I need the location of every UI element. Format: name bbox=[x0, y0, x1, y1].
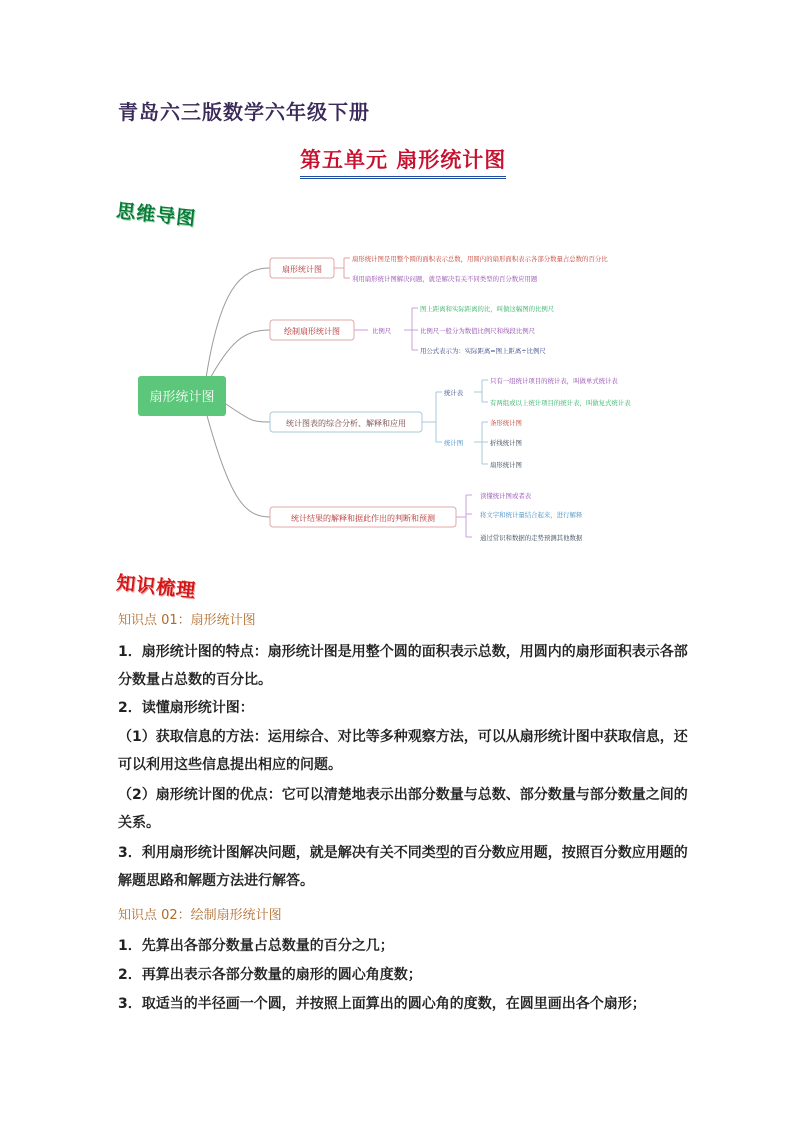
knowledge-heading: 知识梳理 bbox=[115, 571, 198, 603]
connector-root-b3 bbox=[220, 400, 270, 422]
branch-4-leaf-1: 读懂统计图或者表 bbox=[480, 492, 532, 500]
connector-root-b1 bbox=[206, 268, 270, 378]
branch-2-label: 绘制扇形统计图 bbox=[284, 327, 340, 336]
branch-3-sub-2-leaf-2: 折线统计图 bbox=[490, 439, 522, 447]
branch-3-sub-2: 统计图 bbox=[444, 439, 464, 447]
kp1-paragraph-1: 1．扇形统计图的特点：扇形统计图是用整个圆的面积表示总数，用圆内的扇形面积表示各部分数量占总数的百分比。 bbox=[118, 644, 688, 688]
mindmap-heading: 思维导图 bbox=[115, 199, 198, 231]
connector-root-b4 bbox=[206, 412, 270, 517]
branch-3-label: 统计图表的综合分析、解释和应用 bbox=[286, 419, 406, 428]
branch-2-sub: 比例尺 bbox=[372, 327, 392, 335]
branch-4-leaf-3: 通过常识和数据的走势预测其他数据 bbox=[480, 534, 583, 542]
kp2-paragraph-2: 2．再算出表示各部分数量的扇形的圆心角度数； bbox=[118, 967, 422, 983]
unit-title: 第五单元 扇形统计图 bbox=[300, 144, 506, 179]
branch-2-leaf-2: 比例尺一般分为数值比例尺和线段比例尺 bbox=[420, 327, 536, 335]
branch-2-leaf-1: 图上距离和实际距离的比，叫做这幅图的比例尺 bbox=[420, 305, 555, 313]
kp1-paragraph-4: （2）扇形统计图的优点：它可以清楚地表示出部分数量与总数、部分数量与部分数量之间的关系。 bbox=[118, 787, 688, 831]
kp1-paragraph-2: 2．读懂扇形统计图： bbox=[118, 700, 254, 716]
subject-title: 青岛六三版数学六年级下册 bbox=[118, 100, 370, 124]
kp2-paragraph-1: 1．先算出各部分数量占总数量的百分之几； bbox=[118, 938, 394, 954]
kp1-paragraph-5: 3．利用扇形统计图解决问题，就是解决有关不同类型的百分数应用题，按照百分数应用题的解题思路和解题方法进行解答。 bbox=[118, 845, 688, 889]
branch-3-sub-1-leaf-2: 有两组或以上统计项目的统计表，叫做复式统计表 bbox=[490, 399, 631, 407]
branch-3-sub-2-leaf-3: 扇形统计图 bbox=[490, 461, 522, 469]
mindmap-root-label: 扇形统计图 bbox=[149, 390, 215, 405]
kp1-title: 知识点 01：扇形统计图 bbox=[118, 613, 256, 628]
mind-map bbox=[120, 240, 680, 550]
branch-4-label: 统计结果的解释和据此作出的判断和预测 bbox=[291, 514, 435, 523]
branch-1-leaf-1: 扇形统计图是用整个圆的面积表示总数，用圆内的扇形面积表示各部分数量占总数的百分比 bbox=[352, 255, 608, 263]
branch-1-label: 扇形统计图 bbox=[282, 265, 322, 274]
branch-4-leaf-2: 将文字和统计量结合起来，进行解释 bbox=[480, 511, 583, 519]
branch-2-leaf-3: 用公式表示为：实际距离=图上距离÷比例尺 bbox=[420, 347, 546, 355]
kp2-title: 知识点 02：绘制扇形统计图 bbox=[118, 908, 282, 923]
branch-3-sub-2-leaf-1: 条形统计图 bbox=[490, 419, 522, 427]
branch-3-sub-1: 统计表 bbox=[444, 389, 464, 397]
branch-1-leaf-2: 利用扇形统计图解决问题，就是解决有关不同类型的百分数应用题 bbox=[352, 275, 538, 283]
branch-3-sub-1-leaf-1: 只有一组统计项目的统计表，叫做单式统计表 bbox=[490, 377, 618, 385]
kp2-paragraph-3: 3．取适当的半径画一个圆，并按照上面算出的圆心角的度数，在圆里画出各个扇形； bbox=[118, 996, 646, 1012]
kp1-paragraph-3: （1）获取信息的方法：运用综合、对比等多种观察方法，可以从扇形统计图中获取信息，还可以利用这些信息提出相应的问题。 bbox=[118, 729, 688, 773]
